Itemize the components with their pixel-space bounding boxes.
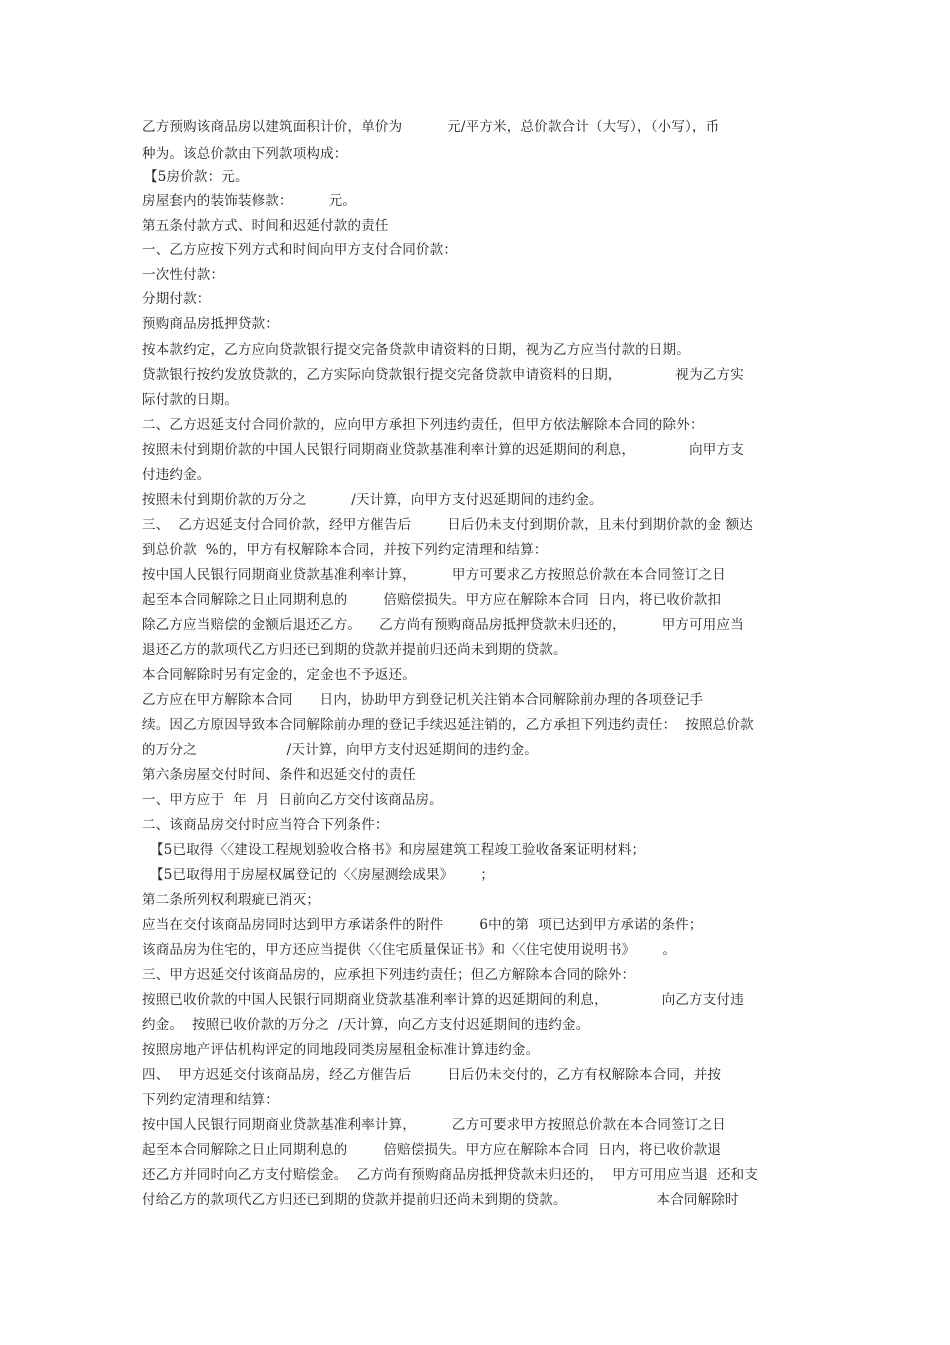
text-line: 约金。 按照已收价款的万分之 /天计算，向乙方支付迟延期间的违约金。: [142, 1017, 590, 1033]
text-line: 【5已取得〈〈建设工程规划验收合格书》和房屋建筑工程竣工验收备案证明材料；: [150, 842, 646, 858]
text-line: 还乙方并同时向乙方支付赔偿金。 乙方尚有预购商品房抵押贷款未归还的， 甲方可用应当退 还和支: [142, 1167, 759, 1183]
text-line: 按照未付到期价款的中国人民银行同期商业贷款基准利率计算的迟延期间的利息， 向甲方支: [142, 442, 744, 458]
text-line: 到总价款 %的，甲方有权解除本合同，并按下列约定清理和结算：: [142, 542, 548, 558]
text-line: 按照已收价款的中国人民银行同期商业贷款基准利率计算的迟延期间的利息， 向乙方支付违: [142, 992, 744, 1008]
text-line: 除乙方应当赔偿的金额后退还乙方。 乙方尚有预购商品房抵押贷款未归还的， 甲方可用应当: [142, 617, 744, 633]
text-line: 第二条所列权利瑕疵已消灭；: [142, 892, 321, 908]
text-line: 按中国人民银行同期商业贷款基准利率计算， 甲方可要求乙方按照总价款在本合同签订之日: [142, 567, 726, 583]
text-line: 第六条房屋交付时间、条件和迟延交付的责任: [142, 767, 416, 783]
text-line: 按中国人民银行同期商业贷款基准利率计算， 乙方可要求甲方按照总价款在本合同签订之日: [142, 1117, 726, 1133]
text-line: 本合同解除时另有定金的，定金也不予返还。: [142, 667, 416, 683]
text-line: 分期付款：: [142, 291, 211, 307]
text-line: 下列约定清理和结算：: [142, 1092, 279, 1108]
text-line: 三、 乙方迟延支付合同价款，经甲方催告后 日后仍未支付到期价款，且未付到期价款的金 额达: [142, 517, 754, 533]
text-line: 按本款约定，乙方应向贷款银行提交完备贷款申请资料的日期，视为乙方应当付款的日期。: [142, 342, 690, 358]
text-line: 二、乙方迟延支付合同价款的，应向甲方承担下列违约责任，但甲方依法解除本合同的除外：: [142, 417, 704, 433]
text-line: 续。因乙方原因导致本合同解除前办理的登记手续迟延注销的，乙方承担下列违约责任： 按照总价款: [142, 717, 754, 733]
text-line: 起至本合同解除之日止同期利息的 倍赔偿损失。甲方应在解除本合同 日内，将已收价款扣: [142, 592, 722, 608]
text-line: 付违约金。: [142, 467, 211, 483]
text-line: 三、甲方迟延交付该商品房的，应承担下列违约责任；但乙方解除本合同的除外：: [142, 967, 636, 983]
text-line: 房屋套内的装饰装修款： 元。: [142, 193, 357, 209]
text-line: 按照未付到期价款的万分之 /天计算，向甲方支付迟延期间的违约金。: [142, 492, 603, 508]
text-line: 该商品房为住宅的，甲方还应当提供〈〈住宅质量保证书》和〈〈住宅使用说明书》 。: [142, 942, 677, 958]
text-line: 一、乙方应按下列方式和时间向甲方支付合同价款：: [142, 242, 458, 258]
text-line: 乙方预购该商品房以建筑面积计价，单价为 元/平方米，总价款合计（大写），（小写），币: [142, 119, 720, 135]
text-line: 一次性付款：: [142, 267, 225, 283]
text-line: 际付款的日期。: [142, 392, 238, 408]
text-line: 【5已取得用于房屋权属登记的〈〈房屋测绘成果》 ；: [150, 867, 495, 883]
text-line: 应当在交付该商品房同时达到甲方承诺条件的附件 6中的第 项已达到甲方承诺的条件；: [142, 917, 703, 933]
text-line: 的万分之 /天计算，向甲方支付迟延期间的违约金。: [142, 742, 538, 758]
text-line: 四、 甲方迟延交付该商品房，经乙方催告后 日后仍未交付的，乙方有权解除本合同，并按: [142, 1067, 722, 1083]
text-line: 贷款银行按约发放贷款的，乙方实际向贷款银行提交完备贷款申请资料的日期， 视为乙方实: [142, 367, 744, 383]
text-line: 二、该商品房交付时应当符合下列条件：: [142, 817, 389, 833]
text-line: 乙方应在甲方解除本合同 日内，协助甲方到登记机关注销本合同解除前办理的各项登记手: [142, 692, 704, 708]
text-line: 种为。该总价款由下列款项构成：: [142, 146, 348, 162]
text-line: 预购商品房抵押贷款：: [142, 316, 279, 332]
text-line: 第五条付款方式、时间和迟延付款的责任: [142, 218, 389, 234]
text-line: 退还乙方的款项代乙方归还已到期的贷款并提前归还尚未到期的贷款。: [142, 642, 567, 658]
text-line: 【5房价款：元。: [144, 169, 249, 185]
text-line: 按照房地产评估机构评定的同地段同类房屋租金标准计算违约金。: [142, 1042, 540, 1058]
text-line: 起至本合同解除之日止同期利息的 倍赔偿损失。甲方应在解除本合同 日内，将已收价款退: [142, 1142, 722, 1158]
text-line: 付给乙方的款项代乙方归还已到期的贷款并提前归还尚未到期的贷款。 本合同解除时: [142, 1192, 739, 1208]
text-line: 一、甲方应于 年 月 日前向乙方交付该商品房。: [142, 792, 443, 808]
